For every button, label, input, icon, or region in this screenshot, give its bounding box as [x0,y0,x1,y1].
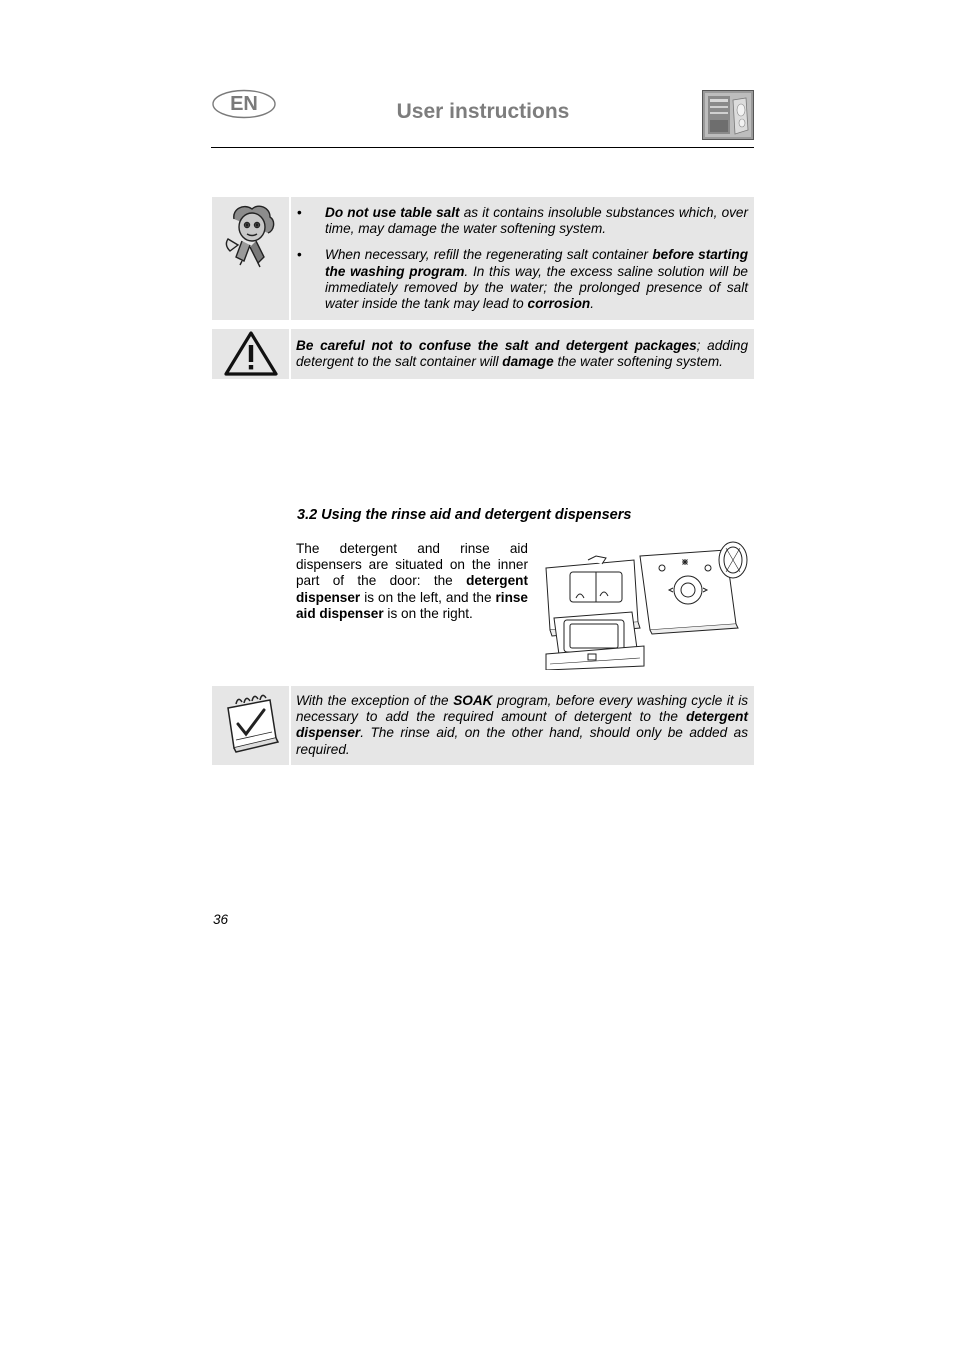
salt-warning-note [291,197,754,320]
text-bold: Be careful not to confuse the salt and detergent packages [296,338,697,353]
text-run: ; adding detergent to the salt container will [296,338,749,370]
text-run: program, before every washing cycle it is necessary to add the required amount of detergent to the [296,693,749,725]
list-item [297,205,748,237]
warning-triangle-icon [212,329,289,379]
text-run: is on the left, and the [360,589,496,605]
text-run: the water softening system. [553,354,723,370]
text-run: as it contains insoluble substances which, over time, may damage the water softening system. [325,205,749,237]
note-icon-cell [212,329,289,379]
text-bold: detergent dispenser [296,709,748,741]
page-title: User instructions [396,100,570,123]
text-bold: rinse aid dispenser [296,589,528,621]
text-bold: before starting the washing program [325,247,749,279]
text-run: . The rinse aid, on the other hand, should only be added as required. [296,725,748,757]
text-run: With the exception of the [296,693,454,708]
dispenser-illustration [540,538,754,670]
list-item [297,247,748,312]
detergent-requirement-note [291,686,754,765]
language-badge-label: EN [230,93,258,115]
page-number: 36 [213,912,229,927]
text-run: is on the right. [383,605,473,621]
bullet-icon: • [297,247,302,263]
mascot-character-icon [212,197,289,320]
text-bold: damage [502,354,554,370]
note-icon-cell [212,686,289,765]
header-divider [211,147,754,148]
text-run: . [590,296,594,312]
note-icon-cell [212,197,289,320]
text-bold: detergent dispenser [296,573,528,605]
section-heading: 3.2 Using the rinse aid and detergent dispensers [297,507,632,523]
text-bold: corrosion [527,296,591,312]
language-badge [212,89,276,119]
text-bold: Do not use table salt [325,205,460,220]
notepad-checkmark-icon [212,686,289,765]
text-run: . In this way, the excess saline solution will be immediately removed by the water; the prolonged presence of salt water inside the tank may lead to [325,263,748,312]
dishwasher-thumbnail-icon [702,90,754,140]
text-bold: SOAK [453,693,493,708]
bullet-icon: • [297,205,302,220]
text-run: When necessary, refill the regenerating salt container [325,247,653,263]
section-body-paragraph [296,541,528,622]
text-run: The detergent and rinse aid dispensers are situated on the inner part of the door: the [296,541,528,589]
package-confusion-warning [291,329,754,379]
